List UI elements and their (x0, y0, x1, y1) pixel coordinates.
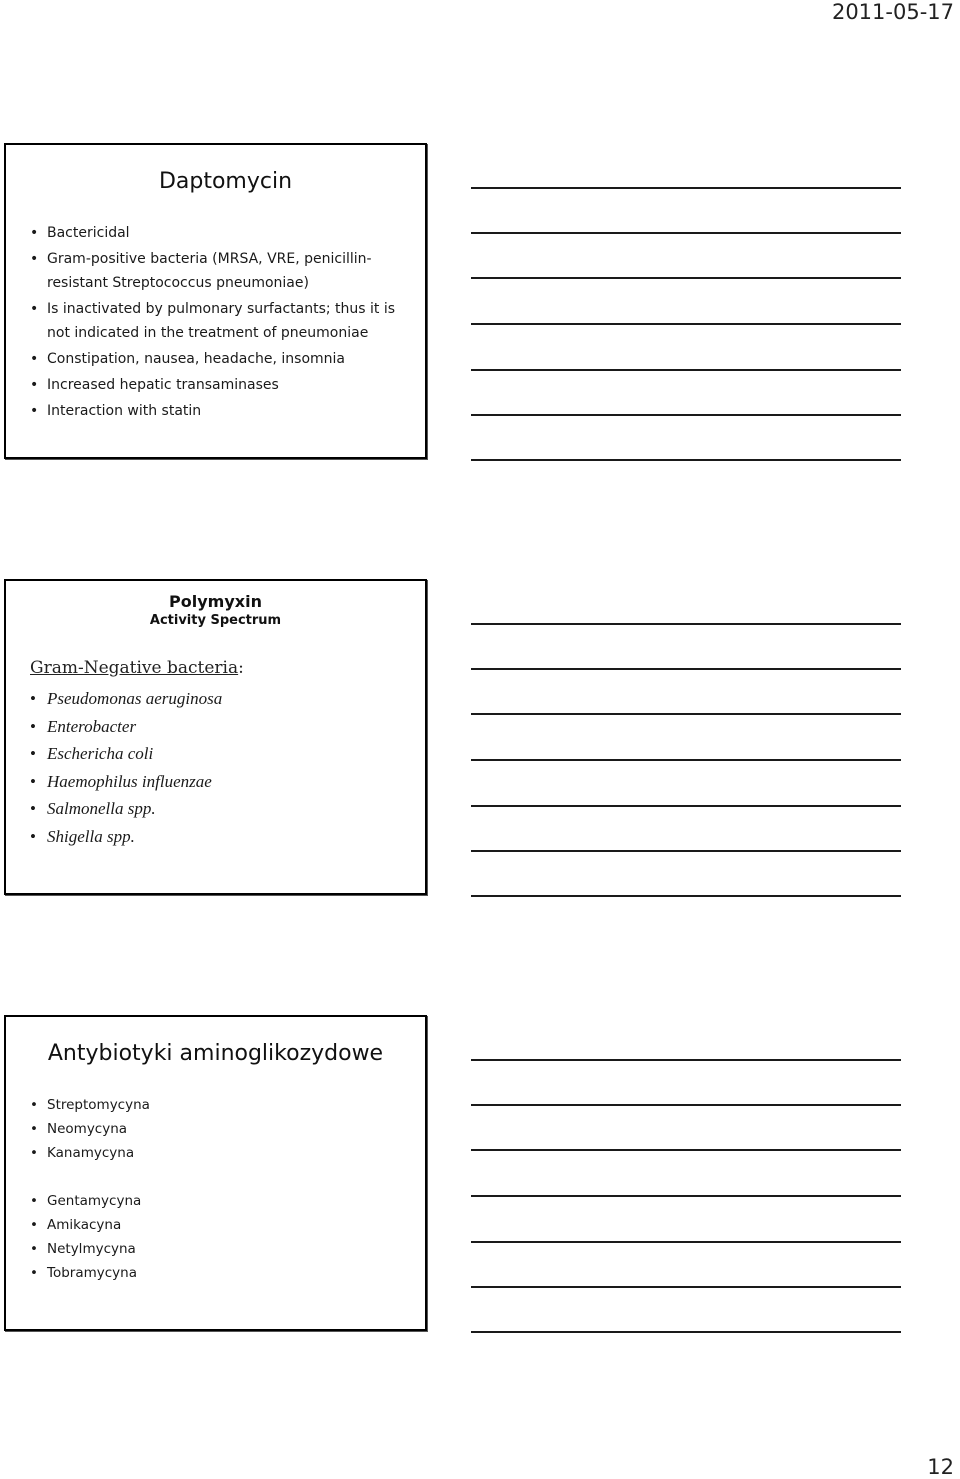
note-line (471, 414, 901, 416)
note-line (471, 895, 901, 897)
note-line (471, 759, 901, 761)
note-line (471, 805, 901, 807)
list-item: • Gram-positive bacteria (MRSA, VRE, penicillin-resistant Streptococcus pneumoniae) (30, 247, 405, 295)
list-item: • Constipation, nausea, headache, insomnia (30, 347, 405, 371)
note-line (471, 850, 901, 852)
list-item: • Interaction with statin (30, 399, 405, 423)
note-line (471, 623, 901, 625)
note-line (471, 459, 901, 461)
list-item: • Bactericidal (30, 221, 405, 245)
slide-polymyxin (4, 579, 427, 895)
list-item: • Kanamycyna (30, 1141, 150, 1165)
list-item: • Is inactivated by pulmonary surfactants; thus it is not indicated in the treatment of pneumoniae (30, 297, 405, 345)
bullet-list (30, 221, 405, 425)
note-line (471, 1104, 901, 1106)
note-line (471, 323, 901, 325)
slide-subtitle: Activity Spectrum (149, 613, 282, 628)
note-line (471, 277, 901, 279)
list-item: • Streptomycyna (30, 1093, 150, 1117)
list-item: • Eschericha coli (30, 740, 222, 768)
list-item: • Amikacyna (30, 1213, 150, 1237)
list-item: • Increased hepatic transaminases (30, 373, 405, 397)
heading-colon: : (238, 658, 244, 678)
note-line (471, 232, 901, 234)
slide-title: Daptomycin (158, 169, 293, 194)
note-line (471, 187, 901, 189)
list-item: • Pseudomonas aeruginosa (30, 685, 222, 713)
note-line (471, 1241, 901, 1243)
list-item: • Gentamycyna (30, 1189, 150, 1213)
list-item: • Salmonella spp. (30, 795, 222, 823)
bullet-list (30, 685, 222, 850)
note-line (471, 369, 901, 371)
note-line (471, 1059, 901, 1061)
slide-title: Polymyxin (169, 592, 262, 611)
list-item: • Shigella spp. (30, 823, 222, 851)
section-heading (30, 658, 244, 678)
note-line (471, 713, 901, 715)
note-line (471, 1286, 901, 1288)
list-item: • Neomycyna (30, 1117, 150, 1141)
list-item: • Enterobacter (30, 713, 222, 741)
slide-aminoglycosides (4, 1015, 427, 1331)
slide-daptomycin (4, 143, 427, 459)
note-line (471, 1195, 901, 1197)
page-number: 12 (927, 1455, 954, 1479)
list-item: • Haemophilus influenzae (30, 768, 222, 796)
document-date: 2011-05-17 (831, 0, 954, 24)
note-line (471, 1149, 901, 1151)
slide-title: Antybiotyki aminoglikozydowe (47, 1041, 384, 1066)
note-line (471, 1331, 901, 1333)
heading-text: Gram-Negative bacteria (30, 658, 239, 678)
bullet-list (30, 1093, 150, 1285)
list-item: • Netylmycyna (30, 1237, 150, 1261)
list-item: • Tobramycyna (30, 1261, 150, 1285)
note-line (471, 668, 901, 670)
